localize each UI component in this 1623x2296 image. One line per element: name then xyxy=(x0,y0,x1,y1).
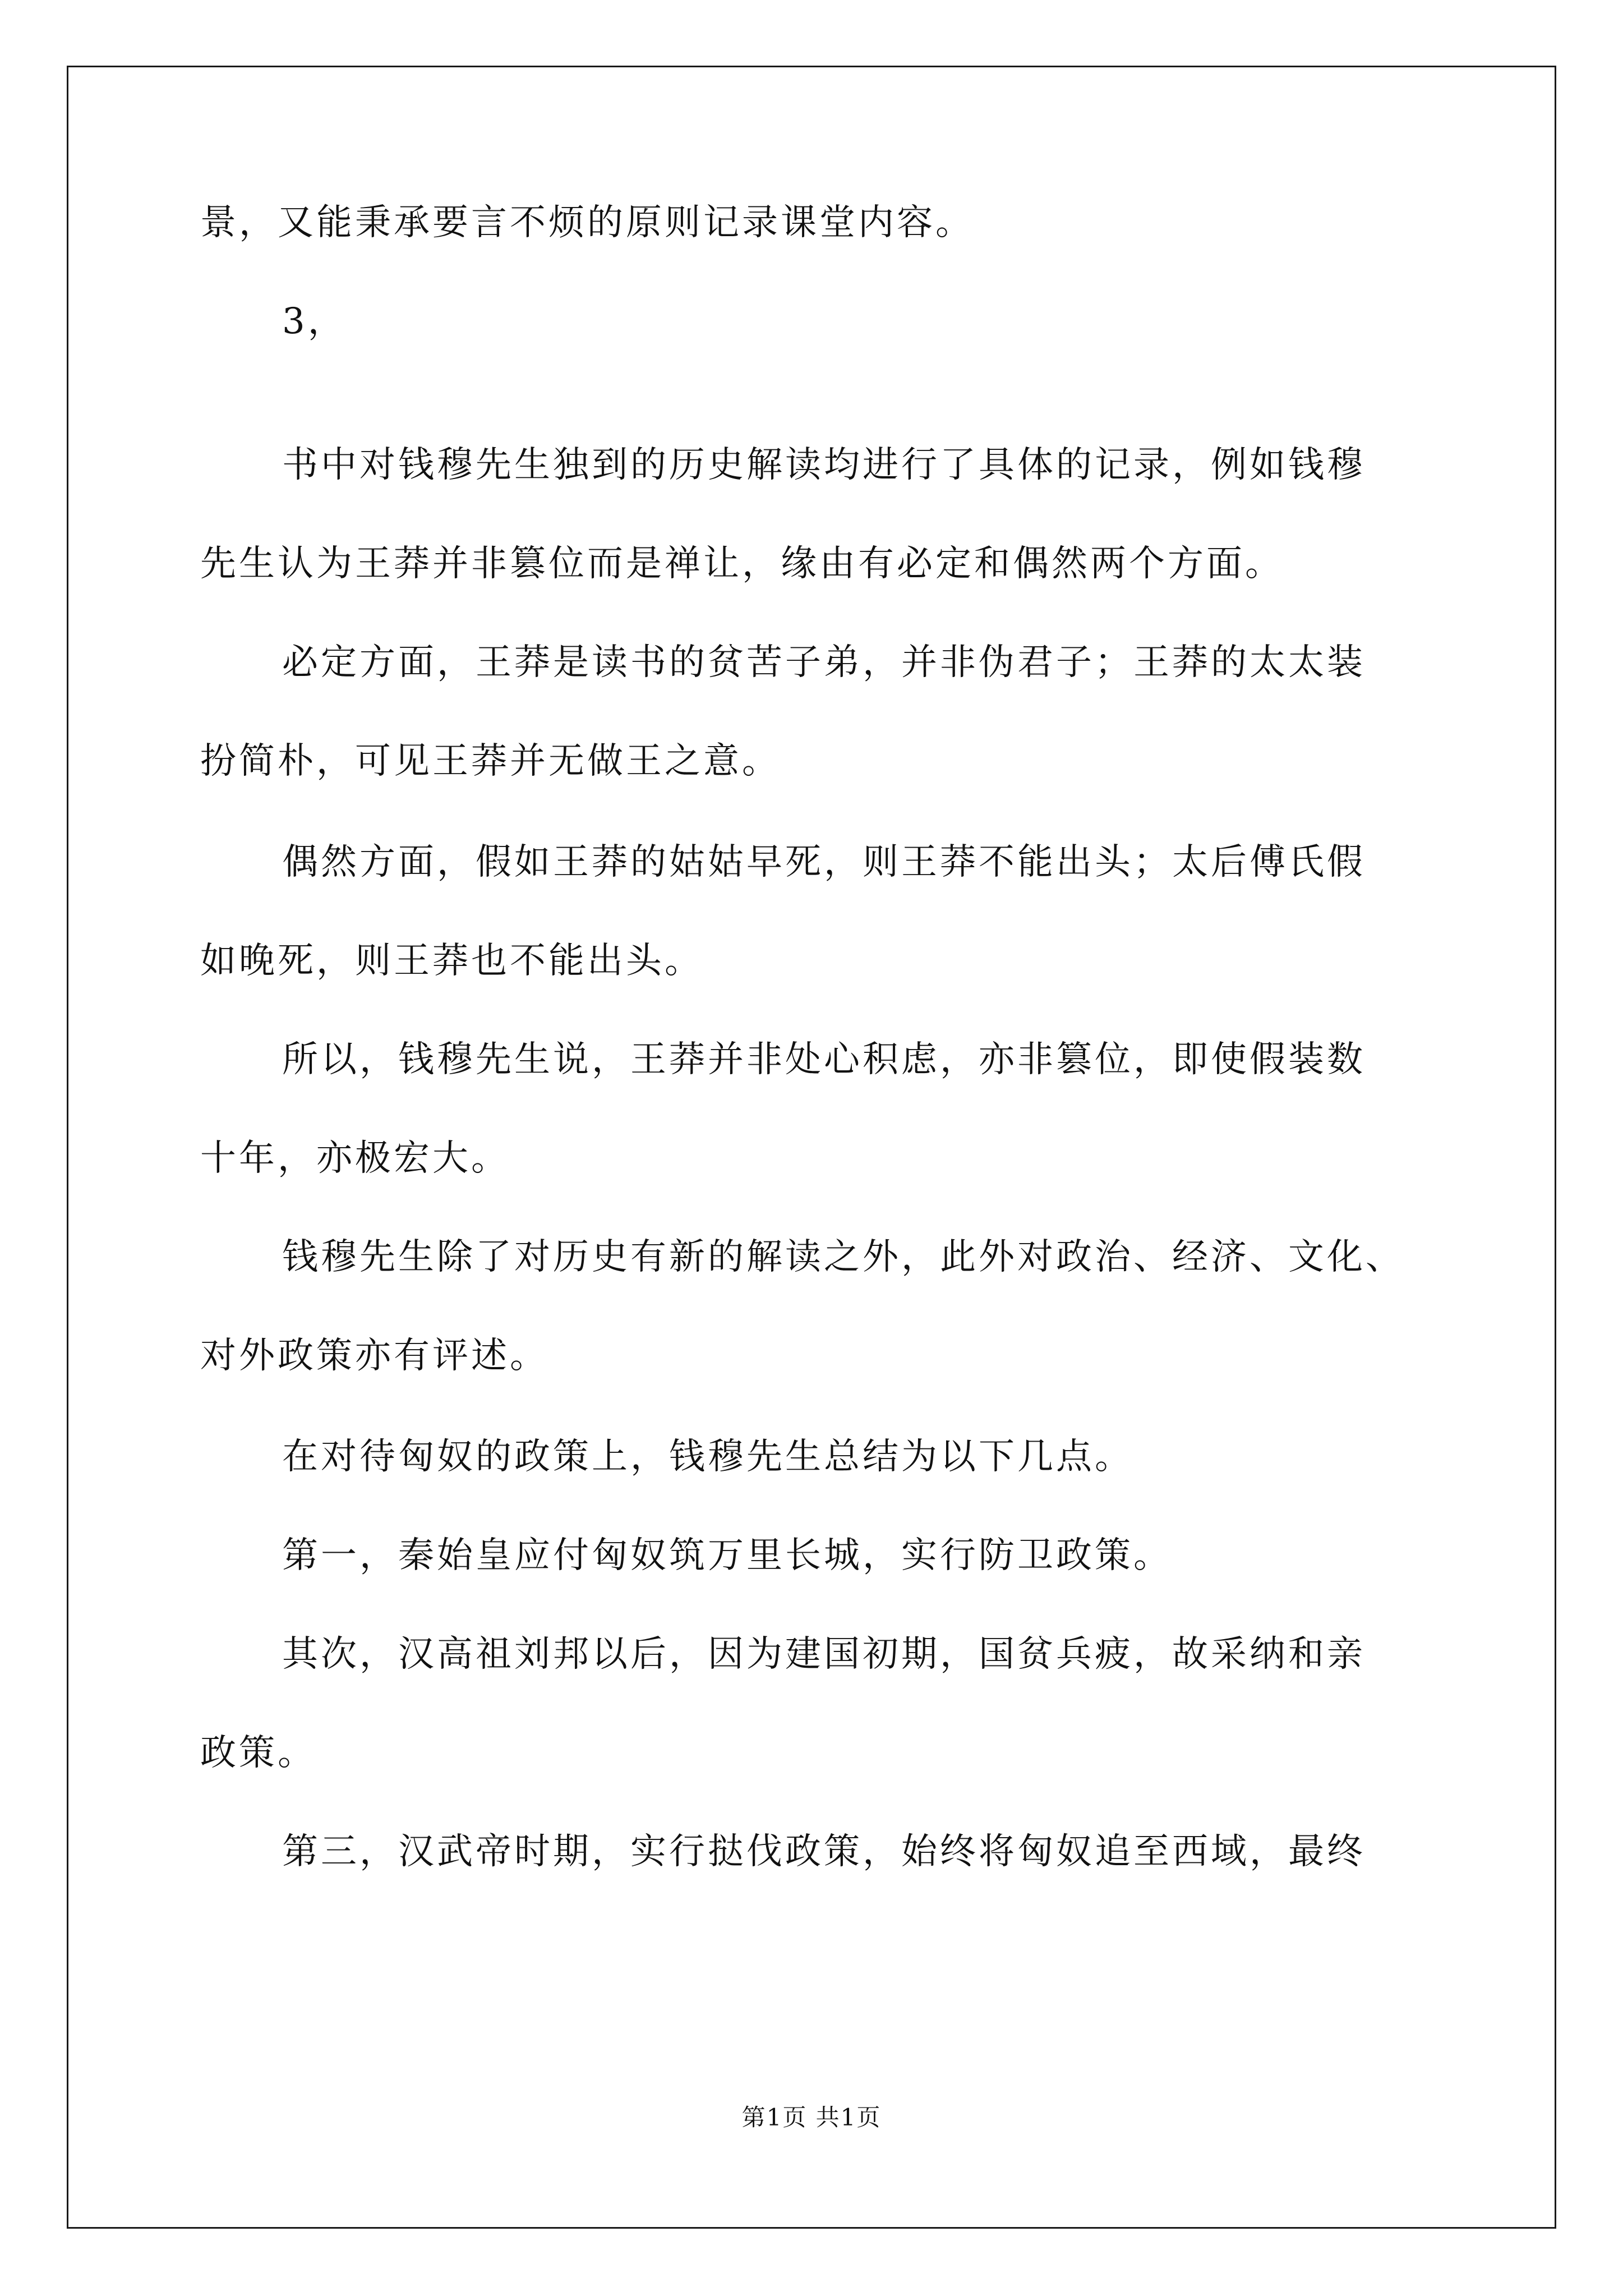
text-line: 如晚死，则王莽也不能出头。 xyxy=(200,940,703,982)
text-line: 第三，汉武帝时期，实行挞伐政策，始终将匈奴追至西域，最终 xyxy=(282,1831,1366,1872)
text-line: 第一，秦始皇应付匈奴筑万里长城，实行防卫政策。 xyxy=(282,1535,1172,1576)
text-line: 景，又能秉承要言不烦的原则记录课堂内容。 xyxy=(200,202,974,243)
text-line: 所以，钱穆先生说，王莽并非处心积虑，亦非篡位，即使假装数 xyxy=(282,1039,1366,1080)
text-line: 书中对钱穆先生独到的历史解读均进行了具体的记录，例如钱穆 xyxy=(282,444,1366,486)
text-line: 偶然方面，假如王莽的姑姑早死，则王莽不能出头；太后傅氏假 xyxy=(282,841,1366,883)
text-line: 钱穆先生除了对历史有新的解读之外，此外对政治、经济、文化、 xyxy=(282,1236,1404,1278)
text-line: 必定方面，王莽是读书的贫苦子弟，并非伪君子；王莽的太太装 xyxy=(282,642,1366,683)
section-number: 3， xyxy=(282,301,347,342)
text-line: 其次，汉高祖刘邦以后，因为建国初期，国贫兵疲，故采纳和亲 xyxy=(282,1634,1366,1675)
text-line: 先生认为王莽并非篡位而是禅让，缘由有必定和偶然两个方面。 xyxy=(200,543,1284,585)
text-line: 扮简朴，可见王莽并无做王之意。 xyxy=(200,740,781,782)
page-footer: 第1页 共1页 xyxy=(741,2104,882,2131)
text-line: 在对待匈奴的政策上，钱穆先生总结为以下几点。 xyxy=(282,1436,1133,1478)
text-line: 对外政策亦有评述。 xyxy=(200,1335,548,1377)
text-line: 十年，亦极宏大。 xyxy=(200,1138,510,1179)
text-line: 政策。 xyxy=(200,1732,316,1774)
